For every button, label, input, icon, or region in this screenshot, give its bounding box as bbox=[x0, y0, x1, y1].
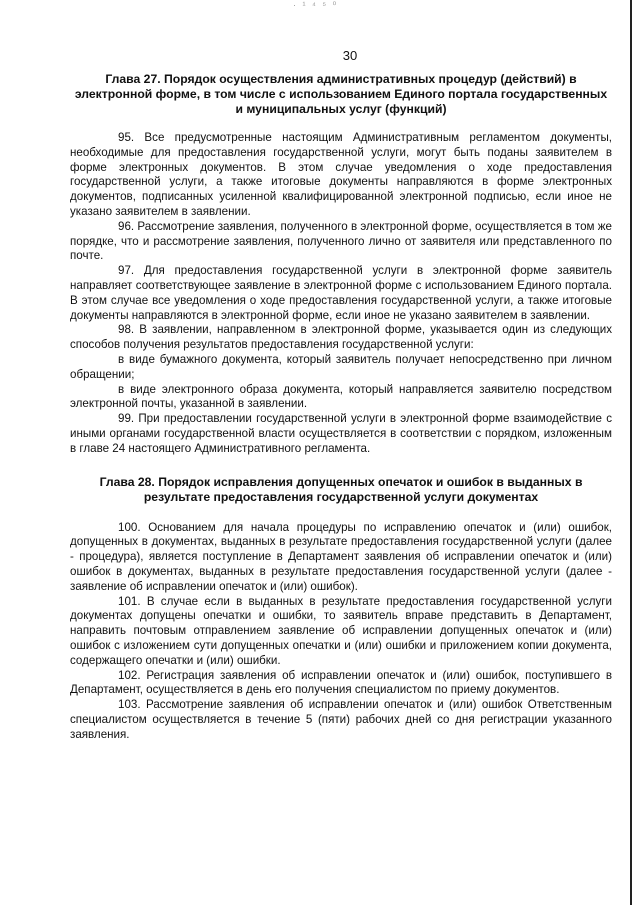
paragraph-96: 96. Рассмотрение заявления, полученного в электронной форме, осуществляется в том же порядке, что и рассмотрение заявления, полученного лично от заявителя или представленного по почте. bbox=[70, 219, 612, 263]
paragraph-98-option-paper: в виде бумажного документа, который заявитель получает непосредственно при личном обращении; bbox=[70, 352, 612, 381]
paragraph-102: 102. Регистрация заявления об исправлении опечаток и (или) ошибок, поступившего в Департамент, осуществляется в день его получения специалистом по приему документов. bbox=[70, 668, 612, 697]
document-body bbox=[70, 72, 612, 742]
chapter-27-title: Глава 27. Порядок осуществления административных процедур (действий) в электронной форме, в том числе с использованием Единого портала государственных и муниципальных услуг (функций) bbox=[74, 72, 608, 116]
paragraph-97: 97. Для предоставления государственной услуги в электронной форме заявитель направляет соответствующее заявление в электронной форме с использованием Единого портала. В этом случае все уведомления о ходе предоставления государственной услуги, а также итоговые документы направляются в электронной форме, если иное не указано заявителем в заявлении. bbox=[70, 264, 612, 322]
top-margin-mark: · ¹ ⁴ ⁵ ⁰ bbox=[293, 0, 339, 10]
paragraph-95: 95. Все предусмотренные настоящим Административным регламентом документы, необходимые для предоставления государственной услуги, могут быть поданы заявителем в форме электронных документов. В этом случае уведомления о ходе предоставления государственной услуги, а также итоговые документы направляются в форме электронных документов, подписанных усиленной квалифицированной электронной подписью, если иное не указано заявителем в заявлении. bbox=[70, 131, 612, 218]
paragraph-98-option-electronic: в виде электронного образа документа, который направляется заявителю посредством электронной почты, указанной в заявлении. bbox=[70, 382, 612, 411]
paragraph-99: 99. При предоставлении государственной услуги в электронной форме взаимодействие с иными органами государственной власти осуществляется в соответствии с порядком, изложенным в главе 24 настоящего Административного регламента. bbox=[70, 412, 612, 455]
paragraph-98: 98. В заявлении, направленном в электронной форме, указывается один из следующих способов получения результатов предоставления государственной услуги: bbox=[70, 323, 612, 352]
paragraph-101: 101. В случае если в выданных в результате предоставления государственной услуги документах допущены опечатки и ошибки, то заявитель вправе представить в Департамент, направить почтовым отправлением заявление об исправлении допущенных опечаток и (или) ошибок с изложением сути допущенных опечатки и (или) ошибки и приложением копии документа, содержащего опечатки и (или) ошибки. bbox=[70, 594, 612, 667]
chapter-28-title: Глава 28. Порядок исправления допущенных опечаток и ошибок в выданных в результате предоставления государственной услуги документах bbox=[99, 474, 583, 504]
paragraph-100: 100. Основанием для начала процедуры по исправлению опечаток и (или) ошибок, допущенных в документах, выданных в результате предоставления государственной услуги (далее - процедура), является поступление в Департамент заявления об исправлении опечаток и (или) ошибок в документах, выданных в результате предоставления государственной услуги (далее - заявление об исправлении опечаток и (или) ошибок). bbox=[70, 520, 612, 593]
scan-edge-line bbox=[630, 0, 632, 905]
page-number: 30 bbox=[342, 48, 358, 63]
paragraph-103: 103. Рассмотрение заявления об исправлении опечаток и (или) ошибок Ответственным специалистом осуществляется в течение 5 (пяти) рабочих дней со дня регистрации указанного заявления. bbox=[70, 698, 612, 741]
